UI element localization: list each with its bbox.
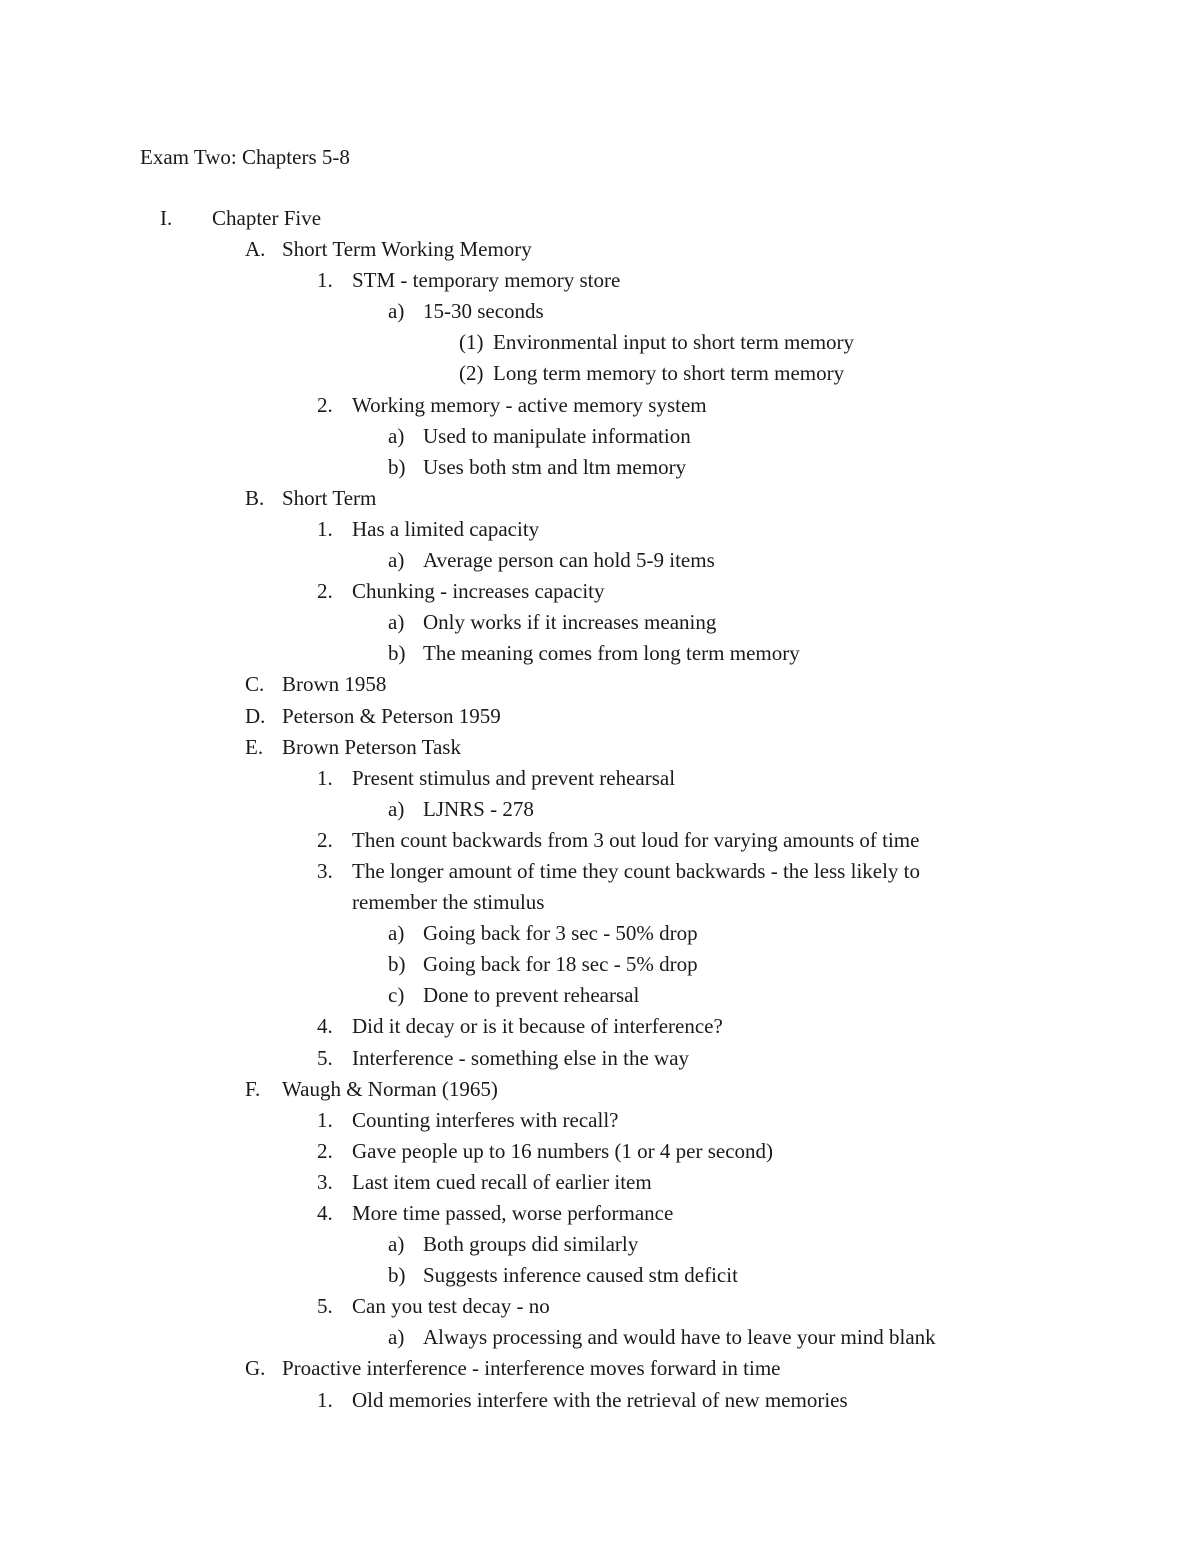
outline-text: Interference - something else in the way [352,1045,690,1070]
outline-item [0,421,1200,452]
outline-item [0,1353,1200,1384]
outline-text: Suggests inference caused stm deficit [423,1263,738,1288]
outline-marker: a) [388,610,405,635]
outline-item [0,514,1200,545]
outline-text: Used to manipulate information [423,423,691,448]
outline-text: Environmental input to short term memory [493,330,855,355]
outline-marker: a) [388,299,405,324]
outline-text: Present stimulus and prevent rehearsal [352,765,676,790]
outline-item [0,1167,1200,1198]
outline-item [0,576,1200,607]
outline-text: Done to prevent rehearsal [423,983,640,1008]
outline-item [0,856,1200,918]
outline-text: The meaning comes from long term memory [423,641,800,666]
outline-item [0,1198,1200,1229]
outline-marker: 4. [317,1201,333,1225]
outline-item [0,203,1200,234]
outline-item [0,918,1200,949]
outline-item [0,1105,1200,1136]
outline-item [0,794,1200,825]
outline-text: Always processing and would have to leave your mind blank [423,1325,936,1350]
outline-text: Then count backwards from 3 out loud for varying amounts of time [352,827,920,852]
outline-marker: I. [160,206,173,230]
outline-list [0,203,1200,1416]
outline-text: Has a limited capacity [352,516,540,541]
outline-marker: 2. [317,392,333,417]
outline-text: Uses both stm and ltm memory [423,454,687,479]
outline-text: Peterson & Peterson 1959 [282,703,501,728]
outline-marker: 2. [317,1138,333,1163]
outline-text: Going back for 18 sec - 5% drop [423,952,698,977]
outline-item [0,452,1200,483]
outline-text: STM - temporary memory store [352,268,621,293]
outline-text: Brown 1958 [282,672,387,697]
outline-marker: 4. [317,1014,333,1039]
outline-text: LJNRS - 278 [423,796,534,821]
document-title: Exam Two: Chapters 5-8 [140,145,350,169]
outline-text: Going back for 3 sec - 50% drop [423,921,698,946]
outline-marker: C. [245,672,265,697]
outline-item [0,545,1200,576]
outline-marker: a) [388,796,405,821]
outline-item [0,1385,1200,1416]
outline-text: Gave people up to 16 numbers (1 or 4 per second) [352,1138,774,1163]
outline-item [0,1136,1200,1167]
outline-text: Working memory - active memory system [352,392,707,417]
outline-item [0,1043,1200,1074]
outline-marker: 3. [317,1169,333,1194]
outline-text: Old memories interfere with the retrieval of new memories [352,1387,848,1412]
outline-text: 15-30 seconds [423,299,544,324]
outline-item [0,234,1200,265]
outline-text: The longer amount of time they count backwards - the less likely to remember the stimulus [352,858,921,915]
outline-item [0,1011,1200,1042]
outline-item [0,763,1200,794]
outline-marker: b) [388,1263,406,1288]
outline-text: Only works if it increases meaning [423,610,717,635]
outline-marker: 5. [317,1294,333,1319]
outline-text: Long term memory to short term memory [493,361,845,386]
outline-marker: a) [388,1232,405,1257]
outline-item [0,1260,1200,1291]
outline-item [0,296,1200,327]
outline-marker: 1. [317,1387,333,1412]
outline-item [0,327,1200,358]
outline-item [0,265,1200,296]
outline-marker: a) [388,921,405,946]
outline-marker: D. [245,703,266,728]
outline-marker: c) [388,983,405,1008]
outline-text: Waugh & Norman (1965) [282,1076,498,1101]
outline-marker: b) [388,641,406,666]
outline-item [0,732,1200,763]
outline-item [0,669,1200,700]
outline-item [0,980,1200,1011]
outline-marker: 3. [317,858,333,883]
outline-item [0,701,1200,732]
outline-text: Short Term Working Memory [282,237,532,262]
outline-text: Short Term [282,485,377,510]
outline-marker: 1. [317,1107,333,1132]
outline-marker: b) [388,454,406,479]
outline-item [0,825,1200,856]
outline-item [0,483,1200,514]
outline-text: Can you test decay - no [352,1294,550,1319]
outline-marker: a) [388,423,405,448]
outline-marker: (1) [459,330,484,355]
outline-text: Chapter Five [212,206,322,230]
outline-marker: E. [245,734,264,759]
outline-item [0,949,1200,980]
outline-marker: A. [245,237,266,262]
outline-marker: a) [388,548,405,573]
outline-text: Proactive interference - interference moves forward in time [282,1356,781,1381]
outline-marker: b) [388,952,406,977]
outline-item [0,1229,1200,1260]
outline-item [0,358,1200,389]
outline-marker: a) [388,1325,405,1350]
outline-text: Counting interferes with recall? [352,1107,619,1132]
outline-marker: 2. [317,579,333,604]
outline-marker: 2. [317,827,333,852]
outline-text: Average person can hold 5-9 items [423,548,715,573]
outline-marker: 1. [317,516,333,541]
outline-item [0,1074,1200,1105]
outline-item [0,638,1200,669]
outline-text: More time passed, worse performance [352,1201,674,1225]
outline-item [0,1291,1200,1322]
outline-text: Last item cued recall of earlier item [352,1169,652,1194]
outline-marker: 5. [317,1045,333,1070]
outline-item [0,1322,1200,1353]
outline-marker: F. [245,1076,261,1101]
outline-marker: (2) [459,361,484,386]
outline-marker: 1. [317,268,333,293]
outline-marker: G. [245,1356,266,1381]
outline-marker: 1. [317,765,333,790]
outline-text: Brown Peterson Task [282,734,461,759]
outline-item [0,390,1200,421]
outline-text: Did it decay or is it because of interference? [352,1014,723,1039]
outline-item [0,607,1200,638]
outline-text: Both groups did similarly [423,1232,639,1257]
outline-marker: B. [245,485,265,510]
outline-text: Chunking - increases capacity [352,579,605,604]
